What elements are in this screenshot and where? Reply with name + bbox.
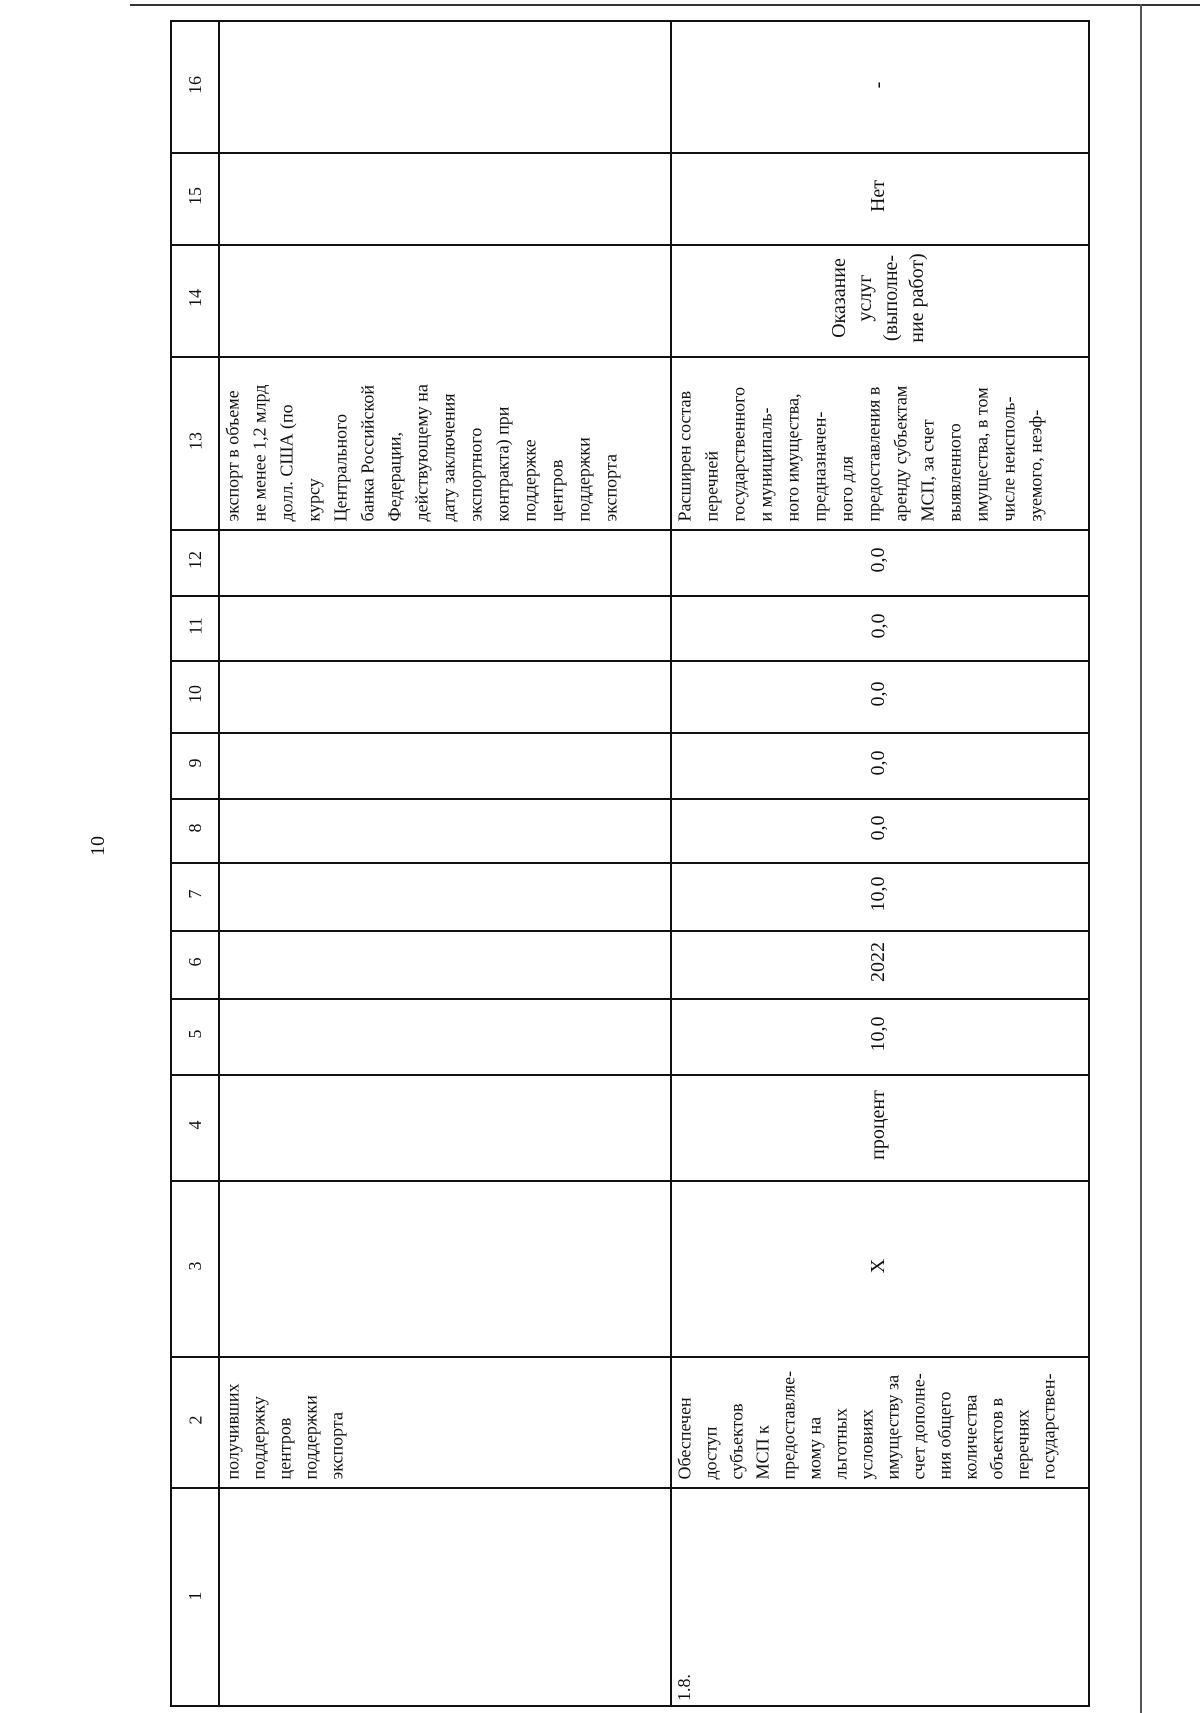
row2-col9-value: 0,0 (867, 750, 889, 776)
column-header-3: 3 (185, 1261, 205, 1271)
column-header-13: 13 (185, 431, 205, 450)
row2-col11-value-cell (670, 595, 1086, 656)
column-header-8-cell (174, 798, 214, 858)
row2-col11-value: 0,0 (867, 613, 889, 638)
row2-col5-value: 10,0 (867, 1016, 889, 1052)
column-header-10-cell (174, 660, 214, 728)
row2-col2-text-cell (670, 1356, 1086, 1483)
row2-col7-value-cell (670, 862, 1086, 926)
column-header-7-cell (174, 862, 214, 926)
column-header-15: 15 (185, 187, 205, 205)
column-header-9: 9 (185, 758, 205, 768)
column-header-14-cell (174, 244, 214, 352)
row2-col12-value: 0,0 (867, 547, 889, 573)
row2-col8-value-cell (670, 798, 1086, 858)
row1-col2-text: получивших поддержку центров поддержки экспорта (222, 1382, 346, 1479)
row2-col10-value-cell (670, 660, 1086, 728)
row2-col8-value: 0,0 (867, 815, 889, 841)
row2-col6-value: 2022 (867, 942, 889, 982)
page-number: 10 (87, 836, 109, 856)
column-header-2: 2 (185, 1415, 205, 1424)
column-header-6-cell (174, 930, 214, 994)
row1-col13-text: экспорт в объеме не менее 1,2 млрд долл. США (по курсу Центрального банка Российской Федерации, действующему на дату заключения экспортного контракта) при поддержке центров поддержки экспорта (222, 383, 620, 521)
row2-col16-value-cell (670, 22, 1086, 148)
row2-col14-text: Оказание услуг (выполне- ние работ) (828, 253, 928, 343)
row2-col15-value-cell (670, 152, 1086, 240)
column-header-4: 4 (185, 1120, 205, 1130)
column-header-7: 7 (185, 889, 205, 899)
column-header-11: 11 (185, 616, 205, 635)
column-header-6: 6 (185, 957, 205, 967)
row2-col9-value-cell (670, 732, 1086, 794)
column-header-1: 1 (185, 1591, 205, 1601)
row2-col6-value-cell (670, 930, 1086, 994)
column-header-3-cell (174, 1180, 214, 1352)
row2-col16-value: - (867, 81, 889, 89)
page-top-edge (130, 4, 1200, 6)
page-right-edge (1140, 4, 1142, 1713)
row2-col13-text-cell (670, 356, 1086, 525)
column-header-13-cell (174, 356, 214, 525)
column-header-2-cell (174, 1356, 214, 1483)
column-header-11-cell (174, 595, 214, 656)
row2-number-cell (670, 1487, 1086, 1705)
row2-col2-text: Обеспечен доступ субъектов МСП к предоставляе- мому на льготных условиях имуществу за счет дополне- ния общего количества объектов в перечнях государствен- (674, 1370, 1058, 1479)
row2-col4-value: процент (867, 1090, 889, 1160)
column-header-5-cell (174, 998, 214, 1070)
column-header-8: 8 (185, 823, 205, 833)
column-header-9-cell (174, 732, 214, 794)
column-header-5: 5 (185, 1029, 205, 1039)
column-header-14: 14 (185, 289, 205, 307)
row2-col3-value: X (867, 1258, 889, 1274)
row2-col4-value-cell (670, 1074, 1086, 1176)
column-header-4-cell (174, 1074, 214, 1176)
row2-col7-value: 10,0 (867, 876, 889, 912)
row2-number: 1.8. (674, 1674, 694, 1701)
row2-col5-value-cell (670, 998, 1086, 1070)
row2-col3-value-cell (670, 1180, 1086, 1352)
column-header-16-cell (174, 22, 214, 148)
column-header-1-cell (174, 1487, 214, 1705)
row2-col13-text: Расширен состав перечней государственного и муниципаль- ного имущества, предназначен- ного для предоставления в аренду субъектам МСП, за счет выявленного имущества, в том числе неисполь- зуемого, неэф- (674, 385, 1045, 521)
column-header-12: 12 (185, 551, 205, 569)
row1-col13-text-cell (218, 356, 666, 525)
column-header-10: 10 (185, 685, 205, 703)
row2-col12-value-cell (670, 529, 1086, 591)
row2-col15-value: Нет (867, 179, 889, 213)
row2-col14-text-cell (670, 244, 1086, 352)
column-header-12-cell (174, 529, 214, 591)
column-header-16: 16 (185, 76, 205, 94)
column-header-15-cell (174, 152, 214, 240)
row2-col10-value: 0,0 (867, 681, 889, 707)
row1-col2-text-cell (218, 1356, 666, 1483)
